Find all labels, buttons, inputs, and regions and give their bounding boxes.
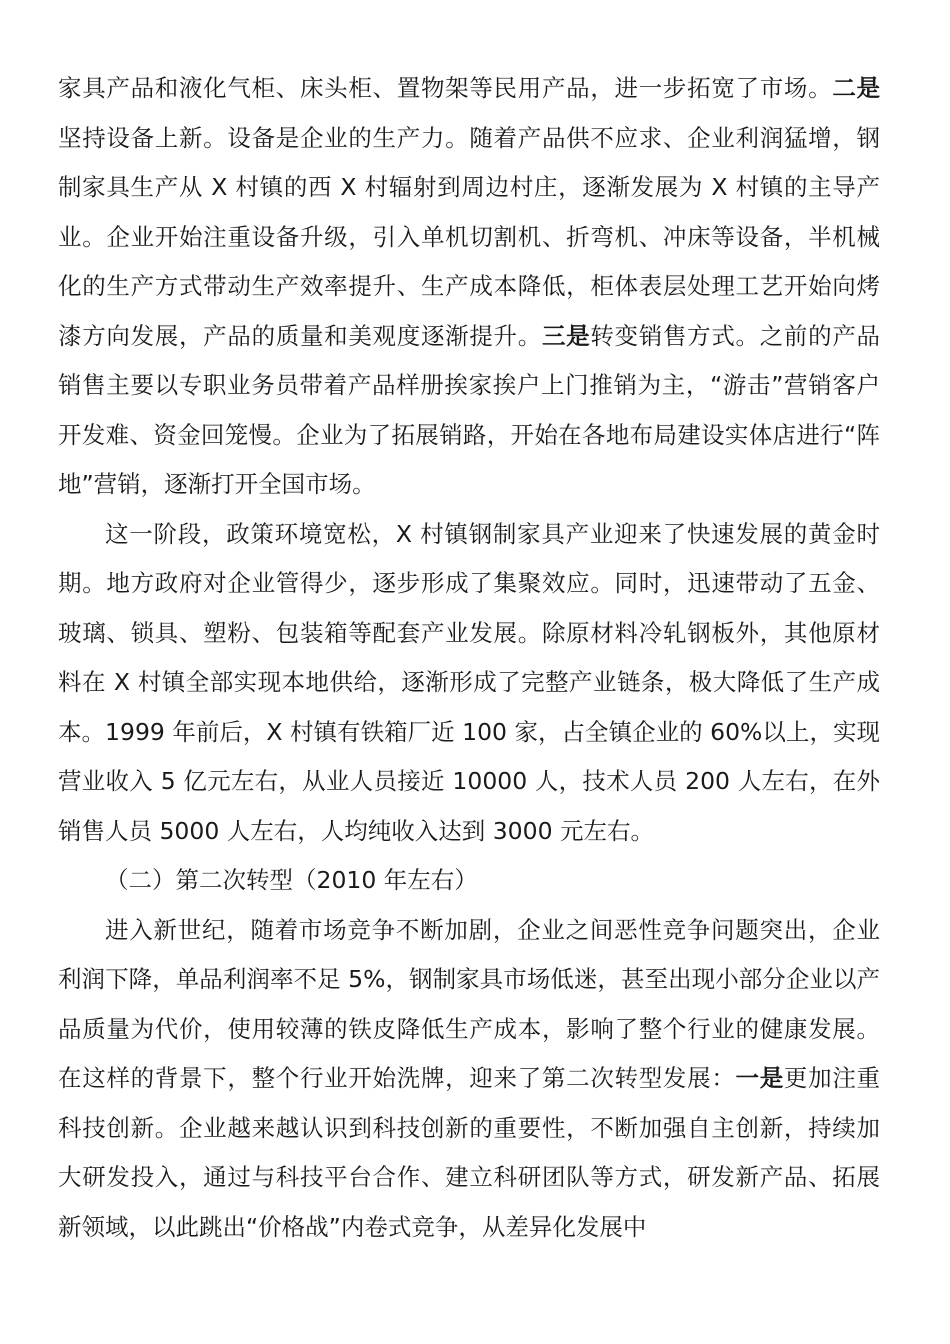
document-body xyxy=(58,64,880,1252)
text-segment: 转变销售方式。之前的产品销售主要以专职业务员带着产品样册挨家挨户上门推销为主，“游击”营销客户开发难、资金回笼慢。企业为了拓展销路，开始在各地布局建设实体店进行“阵地”营销，逐渐打开全国市场。 xyxy=(58,321,881,498)
bold-marker-first: 一是 xyxy=(735,1064,784,1092)
text-segment: 这一阶段，政策环境宽松，X 村镇钢制家具产业迎来了快速发展的黄金时期。地方政府对企业管得少，逐步形成了集聚效应。同时，迅速带动了五金、玻璃、锁具、塑粉、包装箱等配套产业发展。除原材料冷轧钢板外，其他原材料在 X 村镇全部实现本地供给，逐渐形成了完整产业链条，极大降低了生产成本。1999 年前后，X 村镇有铁箱厂近 100 家，占全镇企业的 60%以上，实现营业收入 5 亿元左右，从业人员接近 10000 人，技术人员 200 人左右，在外销售人员 5000 人左右，人均纯收入达到 3000 元左右。 xyxy=(58,519,880,845)
paragraph-golden-period xyxy=(58,510,880,857)
paragraph-market-expansion xyxy=(58,64,880,510)
bold-marker-second: 二是 xyxy=(832,74,881,102)
text-segment: 进入新世纪，随着市场竞争不断加剧，企业之间恶性竞争问题突出，企业利润下降，单品利润率不足 5%，钢制家具市场低迷，甚至出现小部分企业以产品质量为代价，使用较薄的铁皮降低生产成本，影响了整个行业的健康发展。在这样的背景下，整个行业开始洗牌，迎来了第二次转型发展： xyxy=(58,915,880,1092)
section-heading-second-transformation xyxy=(58,856,880,906)
bold-marker-third: 三是 xyxy=(541,321,591,350)
text-segment: 家具产品和液化气柜、床头柜、置物架等民用产品，进一步拓宽了市场。 xyxy=(58,74,833,102)
paragraph-new-century xyxy=(58,906,880,1253)
text-segment: 坚持设备上新。设备是企业的生产力。随着产品供不应求、企业利润猛增，钢制家具生产从 X 村镇的西 X 村辐射到周边村庄，逐渐发展为 X 村镇的主导产业。企业开始注重设备升级，引入单机切割机、折弯机、冲床等设备，半机械化的生产方式带动生产效率提升、生产成本降低，柜体表层处理工艺开始向烤漆方向发展，产品的质量和美观度逐渐提升。 xyxy=(58,123,880,350)
heading-text: （二）第二次转型（2010 年左右） xyxy=(105,866,478,894)
text-segment: 更加注重科技创新。企业越来越认识到科技创新的重要性，不断加强自主创新，持续加大研发投入，通过与科技平台合作、建立科研团队等方式，研发新产品、拓展新领域，以此跳出“价格战”内卷式竞争，从差异化发展中 xyxy=(58,1064,881,1241)
